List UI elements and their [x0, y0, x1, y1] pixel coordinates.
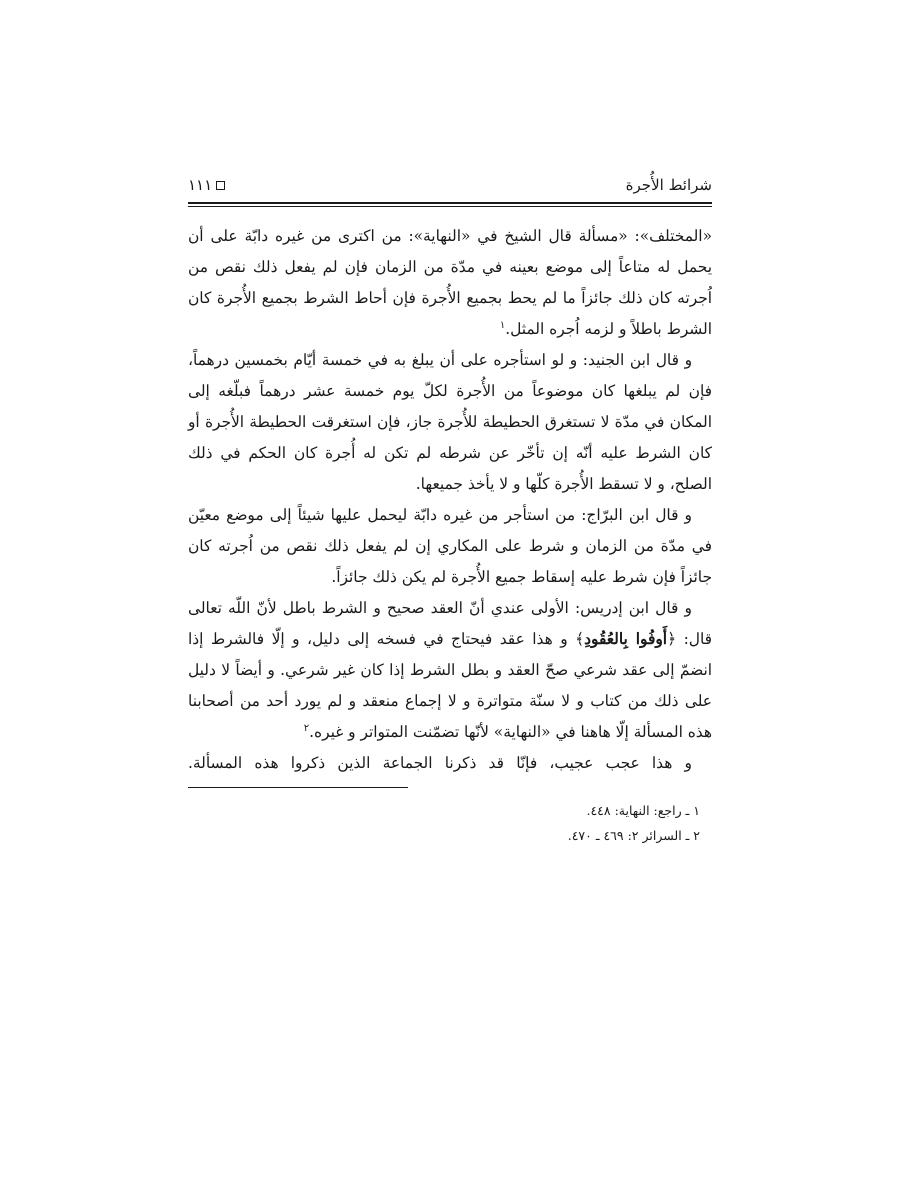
footnote-ref-1: ١ [499, 319, 506, 331]
paragraph-1-text: «المختلف»: «مسألة قال الشيخ في «النهاية»: من اكترى من غيره دابّة على أن يحمل له متاعاً إلى موضع بعينه في مدّة من الزمان فإن لم يفعل ذلك نقص من اُجرته كان ذلك جائزاً ما لم يحط بجميع الأُجرة فإن أحاط الشرط بجميع الأُجرة كان الشرط باطلاً و لزمه اُجره المثل. [188, 227, 712, 338]
square-bullet-icon [216, 181, 225, 190]
page-number: ١١١ [188, 176, 213, 194]
page-header [188, 168, 712, 198]
main-text [188, 221, 712, 779]
paragraph-2: و قال ابن الجنيد: و لو استأجره على أن يبلغ به في خمسة أيّام بخمسين درهماً، فإن لم يبلغها كان موضوعاً من الأُجرة لكلّ يوم خمسة عشر درهماً فبلّغه إلى المكان في مدّة لا تستغرق الحطيطة للأُجرة جاز، فإن استغرقت الحطيطة الأُجرة أو كان الشرط عليه أنّه إن تأخّر عن شرطه لم تكن له أُجرة كان الحكم في ذلك الصلح، و لا تسقط الأُجرة كلّها و لا يأخذ جميعها. [188, 351, 712, 493]
footnote-rule [188, 787, 408, 788]
paragraph-3: و قال ابن البرّاج: من استأجر من غيره دابّة ليحمل عليها شيئاً إلى موضع معيّن في مدّة من الزمان و شرط على المكاري إن لم يفعل ذلك نقص من اُجرته كان جائزاً فإن شرط عليه إسقاط جميع الأُجرة لم يكن ذلك جائزاً. [188, 506, 712, 586]
quran-verse: أَوفُوا بِالعُقُودِ [584, 630, 668, 648]
footnote-1: ١ ـ راجع: النهاية: ٤٤٨. [586, 803, 700, 818]
paragraph-4 [188, 593, 712, 748]
page-number-group [188, 176, 225, 194]
paragraph-4-text-b: ﴾ و هذا عقد فيحتاج في فسخه إلى دليل، و إلّا فالشرط إذا انضمّ إلى عقد شرعي صحّ العقد و بطل الشرط إذا كان غير شرعي. و أيضاً لا دليل على ذلك من كتاب و لا سنّة متواترة و لا إجماع منعقد و لم يورد أحد من أصحابنا هذه المسألة إلّا هاهنا في «النهاية» لأنّها تضمّنت المتواتر و غيره. [188, 630, 712, 741]
header-rule [188, 202, 712, 207]
paragraph-1 [188, 221, 712, 345]
footnote-2: ٢ ـ السرائر ٢: ٤٦٩ ـ ٤٧٠. [567, 828, 700, 843]
footnote-ref-2: ٢ [303, 722, 310, 734]
running-title: شرائط الأُجرة [625, 176, 712, 194]
paragraph-4-text-a: و قال ابن إدريس: الأولى عندي أنّ العقد صحيح و الشرط باطل لأنّ اللّه تعالى قال: ﴿ [188, 599, 712, 648]
book-page [188, 168, 712, 848]
paragraph-5: و هذا عجب عجيب، فإنّا قد ذكرنا الجماعة الذين ذكروا هذه المسألة. [188, 754, 692, 772]
footnotes [188, 798, 712, 848]
